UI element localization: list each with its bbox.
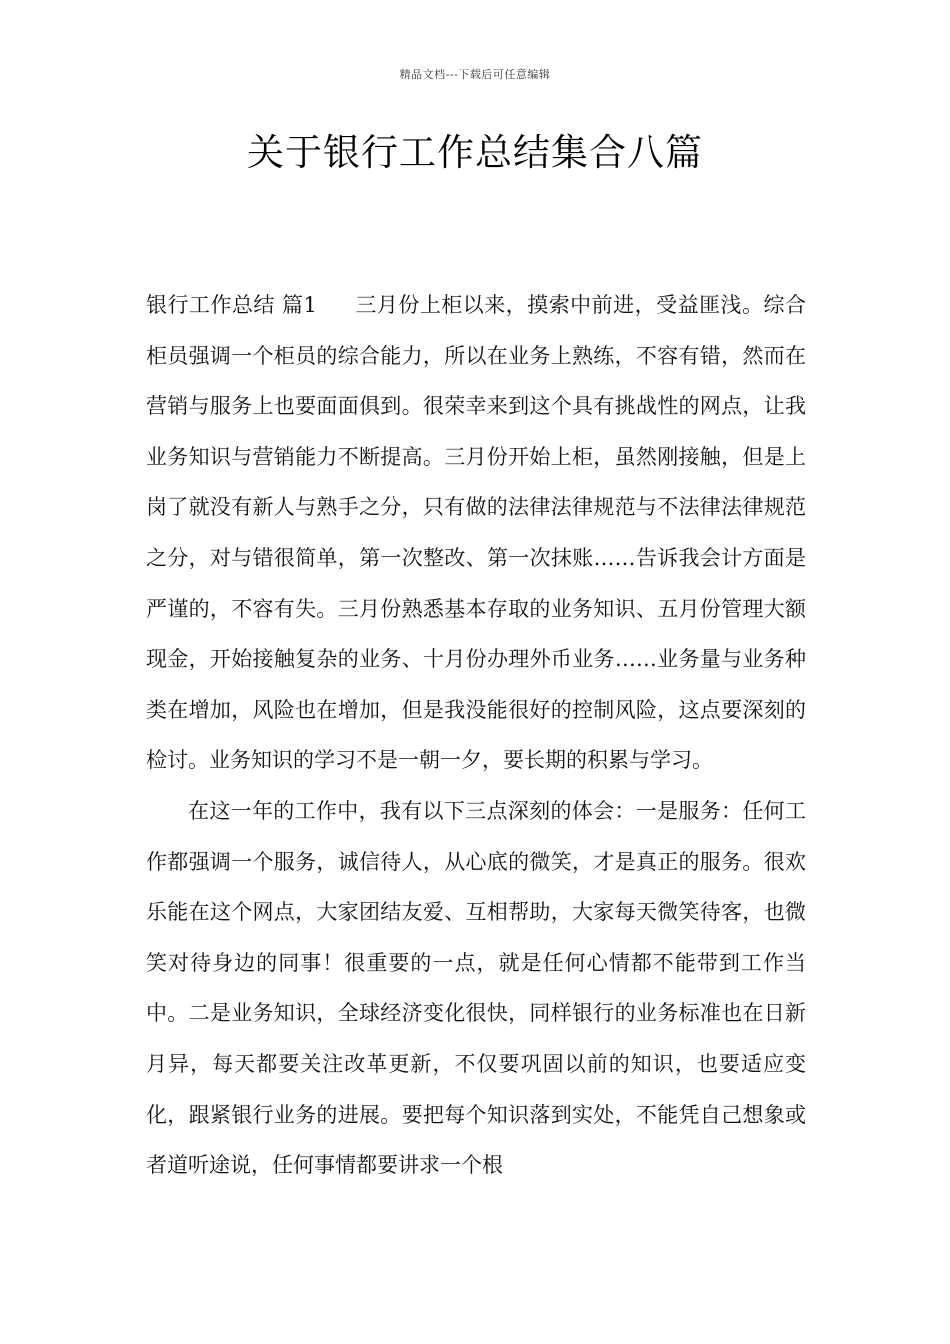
paragraph-1-text: 三月份上柜以来，摸索中前进，受益匪浅。综合柜员强调一个柜员的综合能力，所以在业务上熟练，不容有错，然而在营销与服务上也要面面俱到。很荣幸来到这个具有挑战性的网点，让我业务知识与营销能力不断提高。三月份开始上柜，虽然刚接触，但是上岗了就没有新人与熟手之分，只有做的法律法律规范与不法律法律规范之分，对与错很简单，第一次整改、第一次抹账……告诉我会计方面是严谨的，不容有失。三月份熟悉基本存取的业务知识、五月份管理大额现金，开始接触复杂的业务、十月份办理外币业务……业务量与业务种类在增加，风险也在增加，但是我没能很好的控制风险，这点要深刻的检讨。业务知识的学习不是一朝一夕，要长期的积累与学习。: [146, 293, 806, 773]
document-title: 关于银行工作总结集合八篇: [247, 131, 703, 174]
document-body: [146, 280, 806, 1191]
header-note: 精品文档---下载后可任意编辑: [399, 68, 551, 81]
section-heading: 银行工作总结 篇1: [146, 293, 317, 317]
paragraph-1: [146, 280, 806, 786]
paragraph-2: 在这一年的工作中，我有以下三点深刻的体会：一是服务：任何工作都强调一个服务，诚信待人，从心底的微笑，才是真正的服务。很欢乐能在这个网点，大家团结友爱、互相帮助，大家每天微笑待客，也微笑对待身边的同事！很重要的一点，就是任何心情都不能带到工作当中。二是业务知识，全球经济变化很快，同样银行的业务标准也在日新月异，每天都要关注改革更新，不仅要巩固以前的知识，也要适应变化，跟紧银行业务的进展。要把每个知识落到实处，不能凭自己想象或者道听途说，任何事情都要讲求一个根: [146, 798, 806, 1178]
